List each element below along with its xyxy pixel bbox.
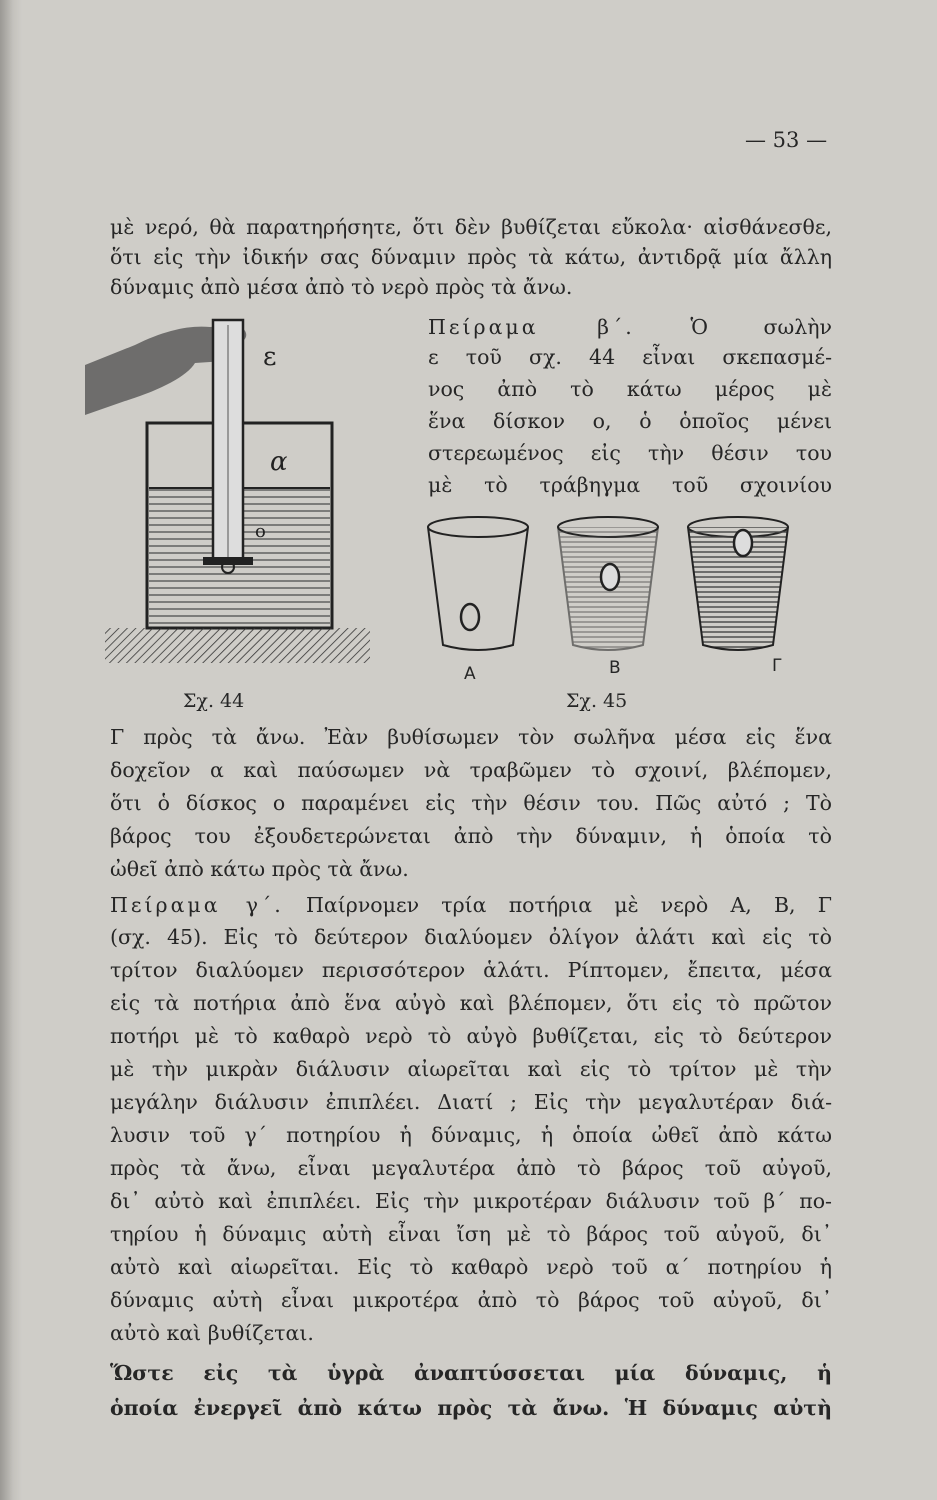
experiment-b-title: Πείραμα β΄. — [428, 315, 635, 339]
experiment-c-line-6: μὲ τὴν μικρὰν διάλυσιν αἰωρεῖται καὶ εἰς τὸ τρίτον μὲ τὴν — [110, 1057, 832, 1081]
figure-44-caption: Σχ. 44 — [183, 690, 245, 712]
experiment-c-line-2: (σχ. 45). Εἰς τὸ δεύτερον διαλύομεν ὀλίγον ἁλάτι καὶ εἰς τὸ — [110, 925, 832, 949]
conclusion-line-2: ὁποία ἐνεργεῖ ἀπὸ κάτω πρὸς τὰ ἄνω. Ἡ δύναμις αὐτὴ — [110, 1396, 832, 1420]
page-binding-edge — [0, 0, 22, 1500]
experiment-c-line-14: αὐτὸ καὶ βυθίζεται. — [110, 1321, 314, 1345]
intro-line-2: ὅτι εἰς τὴν ἰδικήν σας δύναμιν πρὸς τὰ κάτω, ἀντιδρᾷ μία ἄλλη — [110, 245, 832, 269]
experiment-b-line-1: Πείραμα β΄. Ὁ σωλὴν — [428, 315, 832, 339]
experiment-b-line-2: ε τοῦ σχ. 44 εἶναι σκεπασμέ- — [428, 345, 832, 369]
experiment-c-line-13: δύναμις αὐτὴ εἶναι μικροτέρα ἀπὸ τὸ βάρος τοῦ αὐγοῦ, δι᾿ — [110, 1288, 832, 1312]
cup-label-c: Γ — [772, 656, 782, 676]
conclusion-line-1: Ὥστε εἰς τὰ ὑγρὰ ἀναπτύσσεται μία δύναμις, ἡ — [110, 1361, 832, 1385]
experiment-c-line-8: λυσιν τοῦ γ΄ ποτηρίου ἡ δύναμις, ἡ ὁποία ὠθεῖ ἀπὸ κάτω — [110, 1123, 832, 1147]
middle-line-1: Γ πρὸς τὰ ἄνω. Ἐὰν βυθίσωμεν τὸν σωλῆνα μέσα εἰς ἕνα — [110, 725, 832, 749]
figure-45-illustration — [418, 505, 818, 665]
middle-line-3: ὅτι ὁ δίσκος ο παραμένει εἰς τὴν θέσιν του. Πῶς αὐτό ; Τὸ — [110, 791, 832, 815]
experiment-c-line-9: πρὸς τὰ ἄνω, εἶναι μεγαλυτέρα ἀπὸ τὸ βάρος τοῦ αὐγοῦ, — [110, 1156, 832, 1180]
experiment-b-line-5: στερεωμένος εἰς τὴν θέσιν του — [428, 441, 832, 465]
experiment-c-line-11: τηρίου ἡ δύναμις αὐτὴ εἶναι ἴση μὲ τὸ βάρος τοῦ αὐγοῦ, δι᾿ — [110, 1222, 832, 1246]
cup-b — [558, 517, 658, 650]
cup-label-a: Α — [464, 664, 476, 684]
cup-c — [688, 517, 788, 650]
middle-line-4: βάρος του ἐξουδετερώνεται ἀπὸ τὴν δύναμιν, ἡ ὁποία τὸ — [110, 824, 832, 848]
middle-line-2: δοχεῖον α καὶ παύσωμεν νὰ τραβῶμεν τὸ σχοινί, βλέπομεν, — [110, 758, 832, 782]
experiment-c-line-12: αὐτὸ καὶ αἰωρεῖται. Εἰς τὸ καθαρὸ νερὸ τοῦ α΄ ποτηρίου ἡ — [110, 1255, 832, 1279]
experiment-c-line-1: Πείραμα γ΄. Παίρνομεν τρία ποτήρια μὲ νερὸ Α, Β, Γ — [110, 893, 832, 917]
experiment-c-line-5: ποτήρι μὲ τὸ καθαρὸ νερὸ τὸ αὐγὸ βυθίζεται, εἰς τὸ δεύτερον — [110, 1024, 832, 1048]
intro-line-3: δύναμις ἀπὸ μέσα ἀπὸ τὸ νερὸ πρὸς τὰ ἄνω. — [110, 275, 573, 299]
cup-a — [428, 517, 528, 650]
experiment-c-title: Πείραμα γ΄. — [110, 893, 284, 917]
cup-label-b: Β — [609, 658, 621, 678]
experiment-b-line-3: νος ἀπὸ τὸ κάτω μέρος μὲ — [428, 377, 832, 401]
ground-hatch — [105, 628, 370, 663]
label-disk-omicron: ο — [255, 521, 266, 542]
intro-line-1: μὲ νερό, θὰ παρατηρήσητε, ὅτι δὲν βυθίζεται εὔκολα· αἰσθάνεσθε, — [110, 215, 832, 239]
experiment-c-line-7: μεγάλην διάλυσιν ἐπιπλέει. Διατί ; Εἰς τὴν μεγαλυτέραν διά- — [110, 1090, 832, 1114]
figure-45-caption: Σχ. 45 — [566, 690, 628, 712]
experiment-c-line-10: δι᾿ αὐτὸ καὶ ἐπιπλέει. Εἰς τὴν μικροτέραν διάλυσιν τοῦ β΄ πο- — [110, 1189, 832, 1213]
label-tube-epsilon: ε — [263, 342, 277, 372]
experiment-b-line-4: ἕνα δίσκον ο, ὁ ὁποῖος μένει — [428, 409, 832, 433]
experiment-c-line-4: εἰς τὰ ποτήρια ἀπὸ ἕνα αὐγὸ καὶ βλέπομεν, ὅτι εἰς τὸ πρῶτον — [110, 991, 832, 1015]
middle-line-5: ὠθεῖ ἀπὸ κάτω πρὸς τὰ ἄνω. — [110, 857, 409, 881]
figure-44-illustration — [85, 305, 375, 685]
experiment-b-line-6: μὲ τὸ τράβηγμα τοῦ σχοινίου — [428, 473, 832, 497]
label-vessel-alpha: α — [270, 447, 288, 477]
experiment-c-line-3: τρίτον διαλύομεν περισσότερον ἁλάτι. Ρίπτομεν, ἔπειτα, μέσα — [110, 958, 832, 982]
page-number: — 53 — — [745, 128, 828, 152]
